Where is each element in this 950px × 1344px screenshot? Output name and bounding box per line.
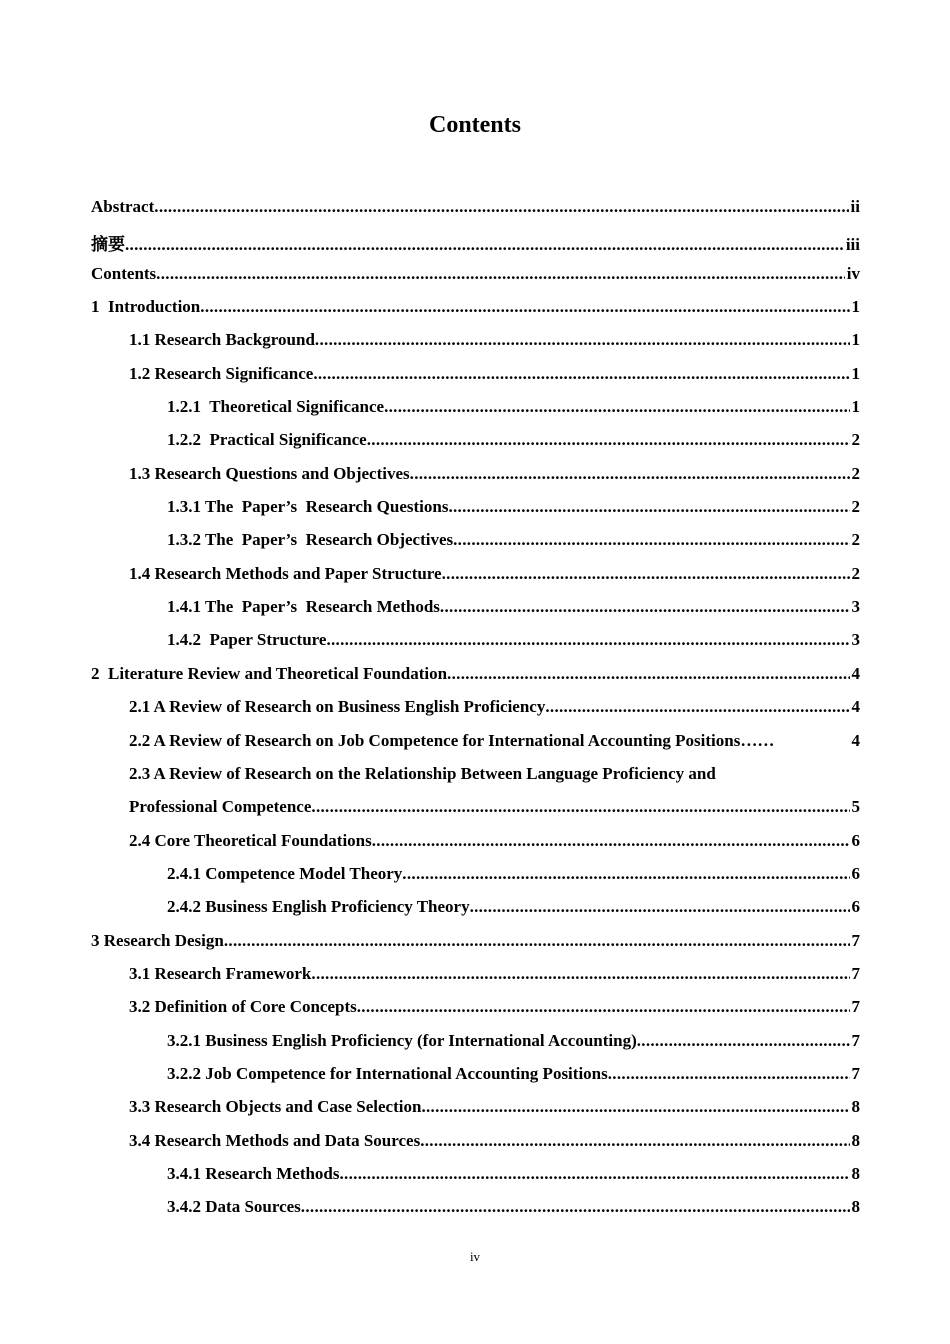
toc-entry-page: 8 [851, 1097, 860, 1117]
toc-entry[interactable] [91, 497, 860, 530]
toc-entry[interactable] [91, 430, 860, 463]
dot-leader [326, 630, 849, 650]
toc-entry-title: 1.1 Research Background [129, 330, 315, 350]
toc-entry-title: 2.2 A Review of Research on Job Competence for International Accounting Positions…… [129, 730, 775, 750]
toc-entry-page: 7 [851, 1030, 860, 1050]
toc-entry-title: 1.2 Research Significance [129, 363, 314, 383]
toc-entry-page: 2 [851, 530, 860, 550]
dot-leader [154, 197, 848, 217]
dot-leader [156, 264, 845, 284]
toc-entry-page: 5 [851, 797, 860, 817]
dot-leader [384, 397, 849, 417]
dot-leader [440, 597, 850, 617]
toc-entry-page: 8 [851, 1130, 860, 1150]
toc-entry-title: 1 Introduction [91, 297, 201, 317]
toc-entry-title: 1.4.1 The Paper’s Research Methods [167, 597, 440, 617]
dot-leader [301, 1197, 850, 1217]
toc-entry-title: 2.4.2 Business English Proficiency Theory [167, 897, 470, 917]
toc-entry-title: 3.4 Research Methods and Data Sources [129, 1130, 421, 1150]
toc-entry-title: 1.2.1 Theoretical Significance [167, 397, 385, 417]
dot-leader [340, 1164, 850, 1184]
toc-entry[interactable] [91, 464, 860, 497]
toc-entry-page: 6 [851, 897, 860, 917]
toc-entry[interactable] [91, 1097, 860, 1130]
dot-leader [453, 530, 849, 550]
toc-entry[interactable] [91, 1031, 860, 1064]
dot-leader [442, 564, 850, 584]
toc-entry-title: 2.3 A Review of Research on the Relationship Between Language Proficiency and [129, 763, 716, 783]
toc-entry[interactable] [91, 697, 860, 730]
toc-entry-page: 7 [851, 1063, 860, 1083]
toc-entry-page: 3 [851, 597, 860, 617]
dot-leader [125, 235, 844, 255]
toc-entry-title: 1.4 Research Methods and Paper Structure [129, 563, 442, 583]
toc-entry-page: 3 [851, 630, 860, 650]
toc-entry-page: 7 [851, 930, 860, 950]
toc-entry-title: 3.2.2 Job Competence for International Accounting Positions [167, 1063, 608, 1083]
toc-entry[interactable] [91, 530, 860, 563]
toc-entry[interactable] [91, 597, 860, 630]
dot-leader [410, 464, 850, 484]
toc-entry-title: 1.2.2 Practical Significance [167, 430, 367, 450]
toc-entry-page: 1 [851, 330, 860, 350]
toc-entry[interactable] [91, 1131, 860, 1164]
toc-entry-page: 2 [851, 463, 860, 483]
toc-entry-page: 8 [851, 1163, 860, 1183]
toc-entry[interactable] [91, 264, 860, 297]
toc-entry-page: 6 [851, 830, 860, 850]
dot-leader [357, 997, 850, 1017]
toc-entry[interactable] [91, 997, 860, 1030]
toc-entry-title: 3.4.1 Research Methods [167, 1163, 340, 1183]
toc-entry[interactable] [91, 864, 860, 897]
toc-entry-title: 3.3 Research Objects and Case Selection [129, 1097, 422, 1117]
toc-entry-title: 1.3.2 The Paper’s Research Objectives [167, 530, 454, 550]
toc-entry-page: 7 [851, 997, 860, 1017]
toc-entry-title: Professional Competence [129, 797, 312, 817]
toc-entry-title: 2.1 A Review of Research on Business English Proficiency [129, 697, 546, 717]
dot-leader [545, 697, 849, 717]
toc-entry-page: iv [846, 263, 860, 283]
toc-entry[interactable] [91, 197, 860, 230]
dot-leader [224, 931, 850, 951]
toc-entry-title: Contents [91, 263, 157, 283]
toc-entry-page: 2 [851, 497, 860, 517]
toc-entry[interactable] [91, 564, 860, 597]
toc-entry[interactable] [91, 1197, 860, 1230]
toc-entry-page: 2 [851, 430, 860, 450]
dot-leader [470, 897, 850, 917]
toc-entry-title: 摘要 [91, 235, 125, 255]
toc-entry[interactable] [91, 297, 860, 330]
toc-entry-page: 6 [851, 863, 860, 883]
toc-entry-page: 4 [851, 730, 860, 750]
toc-entry[interactable] [91, 397, 860, 430]
dot-leader [421, 1097, 849, 1117]
dot-leader [200, 297, 849, 317]
toc-entry-page: iii [845, 235, 860, 255]
toc-entry[interactable] [91, 364, 860, 397]
toc-entry-page: 4 [851, 697, 860, 717]
toc-entry-title: 2.4 Core Theoretical Foundations [129, 830, 372, 850]
toc-entry[interactable] [91, 230, 860, 263]
toc-entry-title: 1.3 Research Questions and Objectives [129, 463, 410, 483]
toc-entry[interactable] [91, 1164, 860, 1197]
toc-entry-page: 7 [851, 963, 860, 983]
dot-leader [313, 364, 849, 384]
dot-leader [402, 864, 849, 884]
toc-entry-title: Abstract [91, 197, 155, 216]
toc-entry-continuation[interactable] [91, 797, 860, 830]
page-number: iv [469, 1249, 481, 1264]
dot-leader [311, 797, 849, 817]
toc-entry[interactable] [91, 831, 860, 864]
toc-entry-title: 1.4.2 Paper Structure [167, 630, 327, 650]
toc-entry-page: 8 [851, 1197, 860, 1217]
toc-entry-title: 3.4.2 Data Sources [167, 1197, 301, 1217]
toc-entry-page: ii [850, 197, 860, 216]
toc-entry-page: 1 [851, 363, 860, 383]
toc-entry-page: 1 [851, 397, 860, 417]
toc-entry[interactable] [91, 897, 860, 930]
table-of-contents [91, 197, 860, 1231]
toc-entry[interactable] [91, 664, 860, 697]
toc-entry[interactable] [91, 330, 860, 363]
toc-entry-title: 2 Literature Review and Theoretical Foundation [91, 663, 448, 683]
toc-entry-title: 1.3.1 The Paper’s Research Questions [167, 497, 449, 517]
dot-leader [448, 497, 849, 517]
dot-leader [608, 1064, 850, 1084]
dot-leader [447, 664, 849, 684]
dot-leader [637, 1031, 850, 1051]
toc-entry-title: 3 Research Design [91, 930, 224, 950]
dot-leader [372, 831, 850, 851]
toc-entry[interactable] [91, 1064, 860, 1097]
dot-leader [315, 330, 850, 350]
dot-leader [311, 964, 849, 984]
toc-entry[interactable] [91, 931, 860, 964]
toc-entry-title: 3.1 Research Framework [129, 963, 312, 983]
toc-entry-page: 1 [851, 297, 860, 317]
toc-entry-title: 3.2 Definition of Core Concepts [129, 997, 357, 1017]
toc-entry[interactable] [91, 630, 860, 663]
toc-entry[interactable] [91, 731, 860, 764]
toc-entry-title: 3.2.1 Business English Proficiency (for International Accounting) [167, 1030, 637, 1050]
toc-entry[interactable] [91, 964, 860, 997]
page-title: Contents [428, 112, 521, 138]
dot-leader [420, 1131, 849, 1151]
toc-entry[interactable] [91, 764, 860, 797]
toc-entry-title: 2.4.1 Competence Model Theory [167, 863, 403, 883]
toc-entry-page: 2 [851, 563, 860, 583]
toc-entry-page: 4 [851, 663, 860, 683]
dot-leader [367, 430, 850, 450]
